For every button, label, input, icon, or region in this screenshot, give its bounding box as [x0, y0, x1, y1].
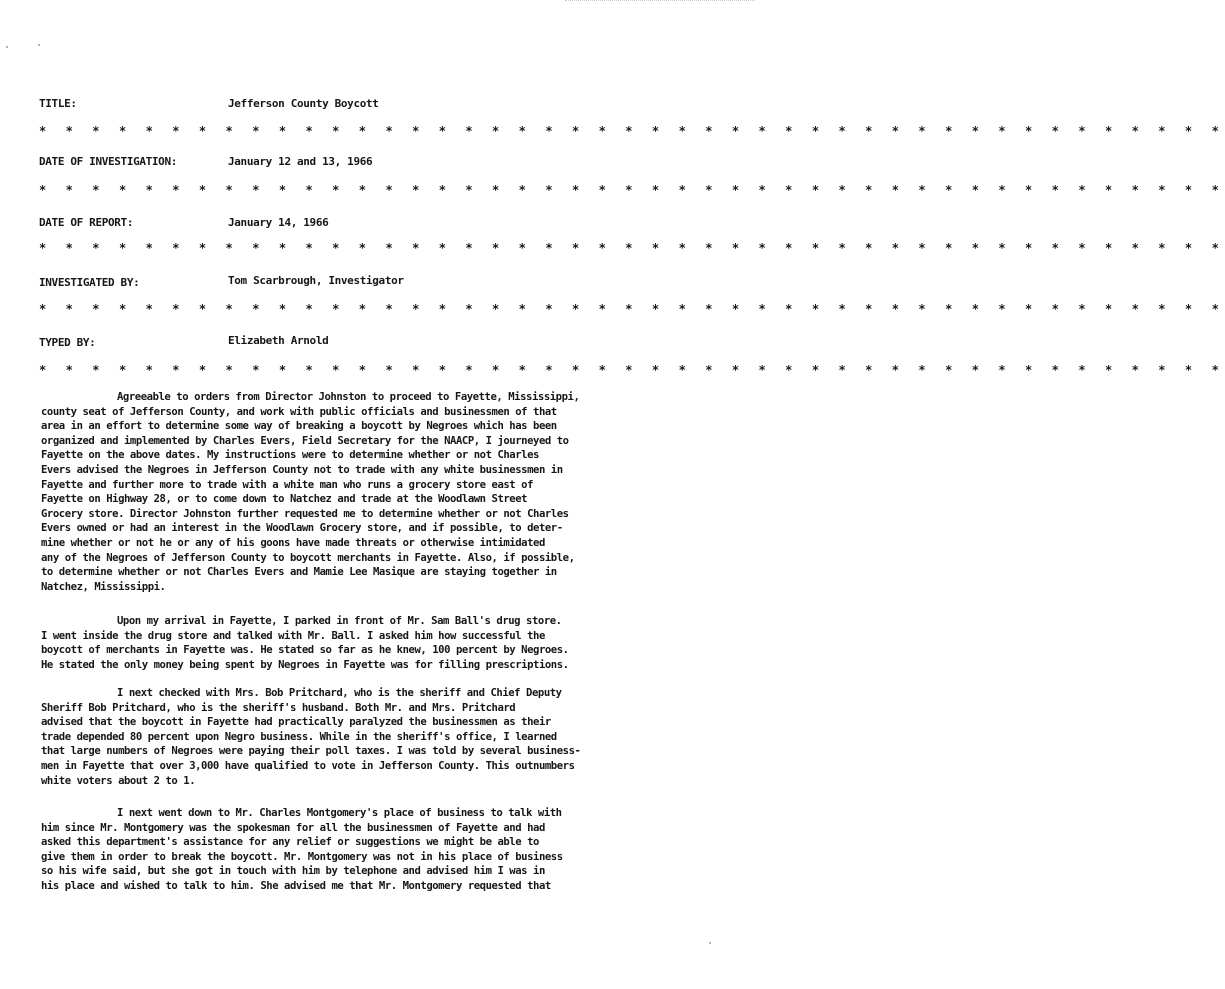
date-of-investigation-label: DATE OF INVESTIGATION: [39, 155, 177, 168]
paragraph-line: give them in order to break the boycott. Mr. Montgomery was not in his place of business [41, 850, 563, 863]
paragraph-line: I next went down to Mr. Charles Montgomery's place of business to talk with [117, 807, 562, 819]
paragraph-line: boycott of merchants in Fayette was. He stated so far as he knew, 100 percent by Negroes. [41, 644, 569, 657]
paragraph-line: Agreeable to orders from Director Johnston to proceed to Fayette, Mississippi, [117, 391, 580, 403]
paragraph-line: I went inside the drug store and talked with Mr. Ball. I asked him how successful the [41, 629, 545, 642]
paragraph-line: Evers advised the Negroes in Jefferson County not to trade with any white businessmen in [41, 463, 563, 476]
paragraph-line: trade depended 80 percent upon Negro business. While in the sheriff's office, I learned [41, 730, 557, 743]
typed-by-label: TYPED BY: [39, 336, 96, 349]
date-of-report-label: DATE OF REPORT: [39, 216, 134, 229]
title-label: TITLE: [39, 97, 77, 110]
scan-speck [709, 942, 711, 944]
paragraph-line: Sheriff Bob Pritchard, who is the sheriff's husband. Both Mr. and Mrs. Pritchard [41, 701, 516, 714]
paragraph-line: organized and implemented by Charles Evers, Field Secretary for the NAACP, I journeyed to [41, 434, 569, 447]
paragraph-line: him since Mr. Montgomery was the spokesman for all the businessmen of Fayette and had [41, 821, 545, 834]
paragraph-line: men in Fayette that over 3,000 have qualified to vote in Jefferson County. This outnumbers [41, 759, 575, 772]
scan-edge-mark [565, 0, 755, 3]
paragraph-line: Fayette on the above dates. My instructions were to determine whether or not Charles [41, 449, 539, 462]
paragraph-line: white voters about 2 to 1. [41, 774, 196, 787]
scan-speck [6, 46, 8, 48]
paragraph-line: asked this department's assistance for any relief or suggestions we might be able to [41, 836, 539, 849]
paragraph-line: Fayette and further more to trade with a white man who runs a grocery store east of [41, 478, 534, 491]
investigated-by-value: Tom Scarbrough, Investigator [228, 274, 404, 287]
typed-by-value: Elizabeth Arnold [228, 334, 329, 347]
paragraph-line: Evers owned or had an interest in the Woodlawn Grocery store, and if possible, to deter- [41, 522, 563, 535]
paragraph-line: that large numbers of Negroes were paying their poll taxes. I was told by several business- [41, 745, 581, 758]
body-paragraph [41, 390, 731, 594]
separator: * * * * * * * * * * * * * * * * * * * * * * * * * * * * * * * * * * * * * * * * * * * * * [39, 363, 1225, 377]
separator: * * * * * * * * * * * * * * * * * * * * * * * * * * * * * * * * * * * * * * * * * * * * * [39, 241, 1225, 255]
paragraph-line: advised that the boycott in Fayette had practically paralyzed the businessmen as their [41, 716, 551, 729]
paragraph-line: mine whether or not he or any of his goons have made threats or otherwise intimidated [41, 536, 545, 549]
paragraph-line: He stated the only money being spent by Negroes in Fayette was for filling prescriptions. [41, 658, 569, 671]
paragraph-line: Natchez, Mississippi. [41, 580, 166, 593]
investigated-by-label: INVESTIGATED BY: [39, 276, 140, 289]
body-paragraph [41, 686, 731, 788]
date-of-investigation-value: January 12 and 13, 1966 [228, 155, 373, 168]
paragraph-line: to determine whether or not Charles Evers and Mamie Lee Masique are staying together in [41, 566, 557, 579]
separator: * * * * * * * * * * * * * * * * * * * * * * * * * * * * * * * * * * * * * * * * * * * * * [39, 302, 1225, 316]
body-paragraph [41, 614, 731, 672]
scan-speck [38, 44, 40, 46]
separator: * * * * * * * * * * * * * * * * * * * * * * * * * * * * * * * * * * * * * * * * * * * * * [39, 124, 1225, 138]
title-value: Jefferson County Boycott [228, 97, 379, 110]
separator: * * * * * * * * * * * * * * * * * * * * * * * * * * * * * * * * * * * * * * * * * * * * * [39, 183, 1225, 197]
paragraph-line: any of the Negroes of Jefferson County to boycott merchants in Fayette. Also, if possible, [41, 551, 575, 564]
paragraph-line: Grocery store. Director Johnston further requested me to determine whether or not Charles [41, 507, 569, 520]
body-paragraph [41, 806, 731, 894]
paragraph-line: area in an effort to determine some way of breaking a boycott by Negroes which has been [41, 420, 557, 433]
date-of-report-value: January 14, 1966 [228, 216, 329, 229]
paragraph-line: Fayette on Highway 28, or to come down to Natchez and trade at the Woodlawn Street [41, 493, 528, 506]
paragraph-line: so his wife said, but she got in touch with him by telephone and advised him I was in [41, 865, 545, 878]
paragraph-line: county seat of Jefferson County, and work with public officials and businessmen of that [41, 405, 557, 418]
paragraph-line: I next checked with Mrs. Bob Pritchard, who is the sheriff and Chief Deputy [117, 687, 562, 699]
paragraph-line: Upon my arrival in Fayette, I parked in front of Mr. Sam Ball's drug store. [117, 615, 562, 627]
paragraph-line: his place and wished to talk to him. She advised me that Mr. Montgomery requested that [41, 879, 551, 892]
